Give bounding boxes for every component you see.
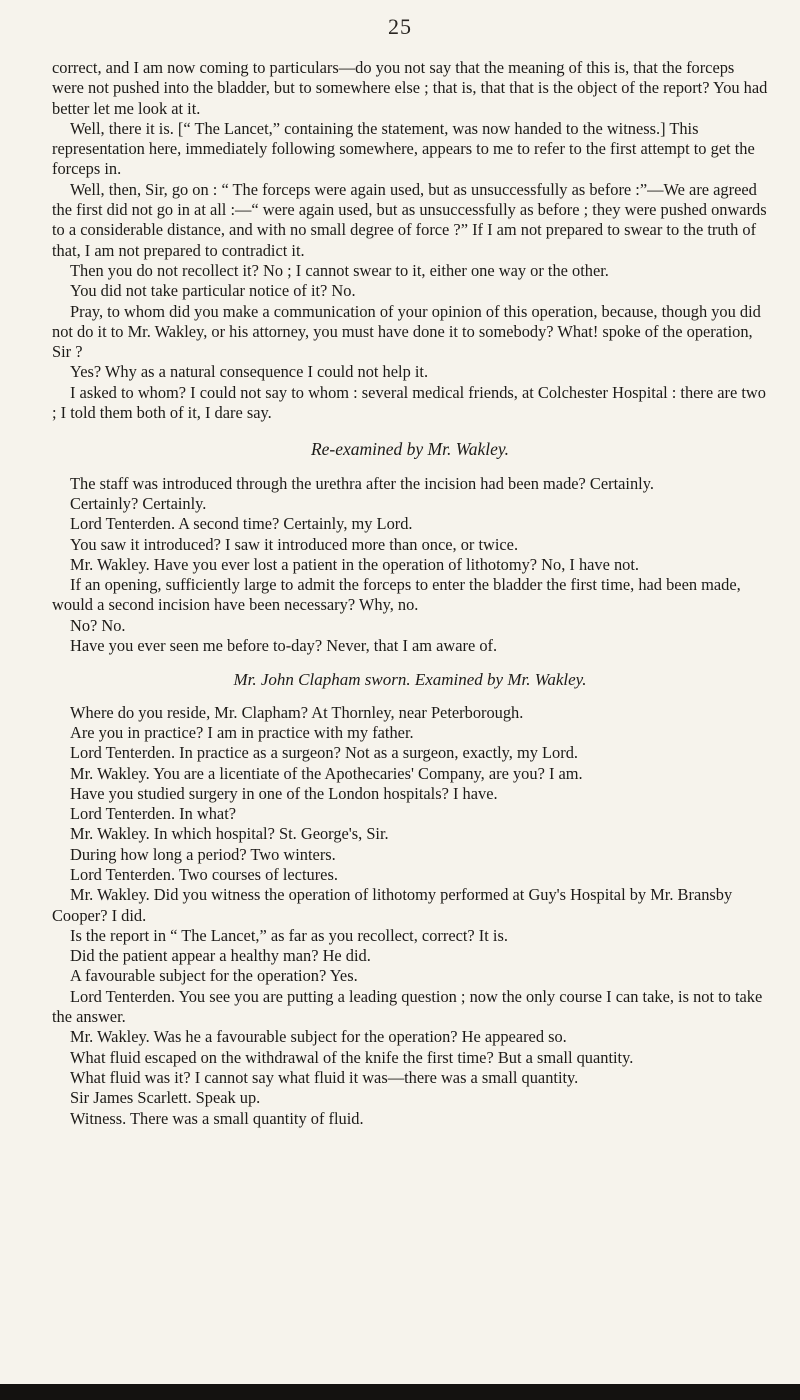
paragraph: During how long a period? Two winters. <box>70 844 336 864</box>
paragraph: A favourable subject for the operation? Yes. <box>70 966 358 986</box>
paragraph: What fluid escaped on the withdrawal of the knife the first time? But a small quantity. <box>70 1047 634 1067</box>
page-bottom-edge <box>0 1384 800 1400</box>
paragraph: Then you do not recollect it? No ; I cannot swear to it, either one way or the other. <box>70 260 609 280</box>
paragraph: You saw it introduced? I saw it introduced more than once, or twice. <box>70 534 519 554</box>
page-number: 25 <box>388 14 412 39</box>
section-heading: Re-examined by Mr. Wakley. <box>310 439 510 460</box>
paragraph: Mr. Wakley. You are a licentiate of the Apothecaries' Company, are you? I am. <box>70 763 583 783</box>
page-body <box>52 58 768 1129</box>
paragraph: Did the patient appear a healthy man? He did. <box>70 946 371 966</box>
paragraph: Certainly? Certainly. <box>70 493 207 513</box>
paragraph: Well, there it is. [“ The Lancet,” containing the statement, was now handed to the witness.] This representation here, immediately following somewhere, appears to me to refer to the first attempt to get the forceps in. <box>52 118 755 179</box>
paragraph: Where do you reside, Mr. Clapham? At Thornley, near Peterborough. <box>70 702 524 722</box>
paragraph: I asked to whom? I could not say to whom : several medical friends, at Colchester Hospital : there are two ; I told them both of it, I dare say. <box>52 382 766 423</box>
paragraph: Lord Tenterden. In practice as a surgeon? Not as a surgeon, exactly, my Lord. <box>70 743 579 763</box>
paragraph: Sir James Scarlett. Speak up. <box>70 1088 261 1108</box>
paragraph: Witness. There was a small quantity of fluid. <box>70 1108 364 1128</box>
section-heading: Mr. John Clapham sworn. Examined by Mr. Wakley. <box>233 670 587 690</box>
paragraph: No? No. <box>70 615 126 635</box>
paragraph: Have you studied surgery in one of the London hospitals? I have. <box>70 783 498 803</box>
paragraph: Lord Tenterden. In what? <box>70 804 237 824</box>
paragraph: Lord Tenterden. You see you are putting a leading question ; now the only course I can take, is not to take the answer. <box>52 986 763 1027</box>
paragraph: Mr. Wakley. Was he a favourable subject for the operation? He appeared so. <box>70 1027 567 1047</box>
paragraph: Mr. Wakley. Have you ever lost a patient in the operation of lithotomy? No, I have not. <box>70 554 640 574</box>
paragraph: The staff was introduced through the urethra after the incision had been made? Certainly. <box>70 473 654 493</box>
paragraph: Well, then, Sir, go on : “ The forceps were again used, but as unsuccessfully as before :”—We are agreed the first did not go in at all :—“ were again used, but as unsuccessfully as before ; they were pushed onwards to a considerable distance, and with no small degree of force ?” If I am not prepared to swear to the truth of that, I am not prepared to contradict it. <box>52 179 767 260</box>
paragraph: Mr. Wakley. Did you witness the operation of lithotomy performed at Guy's Hospital by Mr. Bransby Cooper? I did. <box>52 885 733 925</box>
clapham-examination-section <box>52 703 768 1129</box>
paragraph: Yes? Why as a natural consequence I could not help it. <box>70 362 429 382</box>
paragraph: Mr. Wakley. In which hospital? St. George's, Sir. <box>70 824 389 844</box>
paragraph: correct, and I am now coming to particulars—do you not say that the meaning of this is, that the forceps were not pushed into the bladder, but to somewhere else ; that is, that that is the object of the report? You had better let me look at it. <box>52 58 768 118</box>
paragraph: Is the report in “ The Lancet,” as far as you recollect, correct? It is. <box>70 925 508 945</box>
paragraph: If an opening, sufficiently large to admit the forceps to enter the bladder the first time, had been made, would a second incision have been necessary? Why, no. <box>52 575 741 615</box>
paragraph: Pray, to whom did you make a communication of your opinion of this operation, because, though you did not do it to Mr. Wakley, or his attorney, you must have done it to somebody? What! spoke of the operation, Sir ? <box>52 301 761 362</box>
paragraph: Lord Tenterden. Two courses of lectures. <box>70 864 338 884</box>
paragraph: Lord Tenterden. A second time? Certainly, my Lord. <box>70 514 413 534</box>
paragraph: What fluid was it? I cannot say what fluid it was—there was a small quantity. <box>70 1067 579 1087</box>
paragraph: Have you ever seen me before to-day? Never, that I am aware of. <box>70 636 498 656</box>
paragraph: Are you in practice? I am in practice with my father. <box>70 722 414 742</box>
paragraph: You did not take particular notice of it? No. <box>70 281 356 301</box>
cross-examination-section <box>52 58 768 423</box>
re-examination-section <box>52 474 768 657</box>
